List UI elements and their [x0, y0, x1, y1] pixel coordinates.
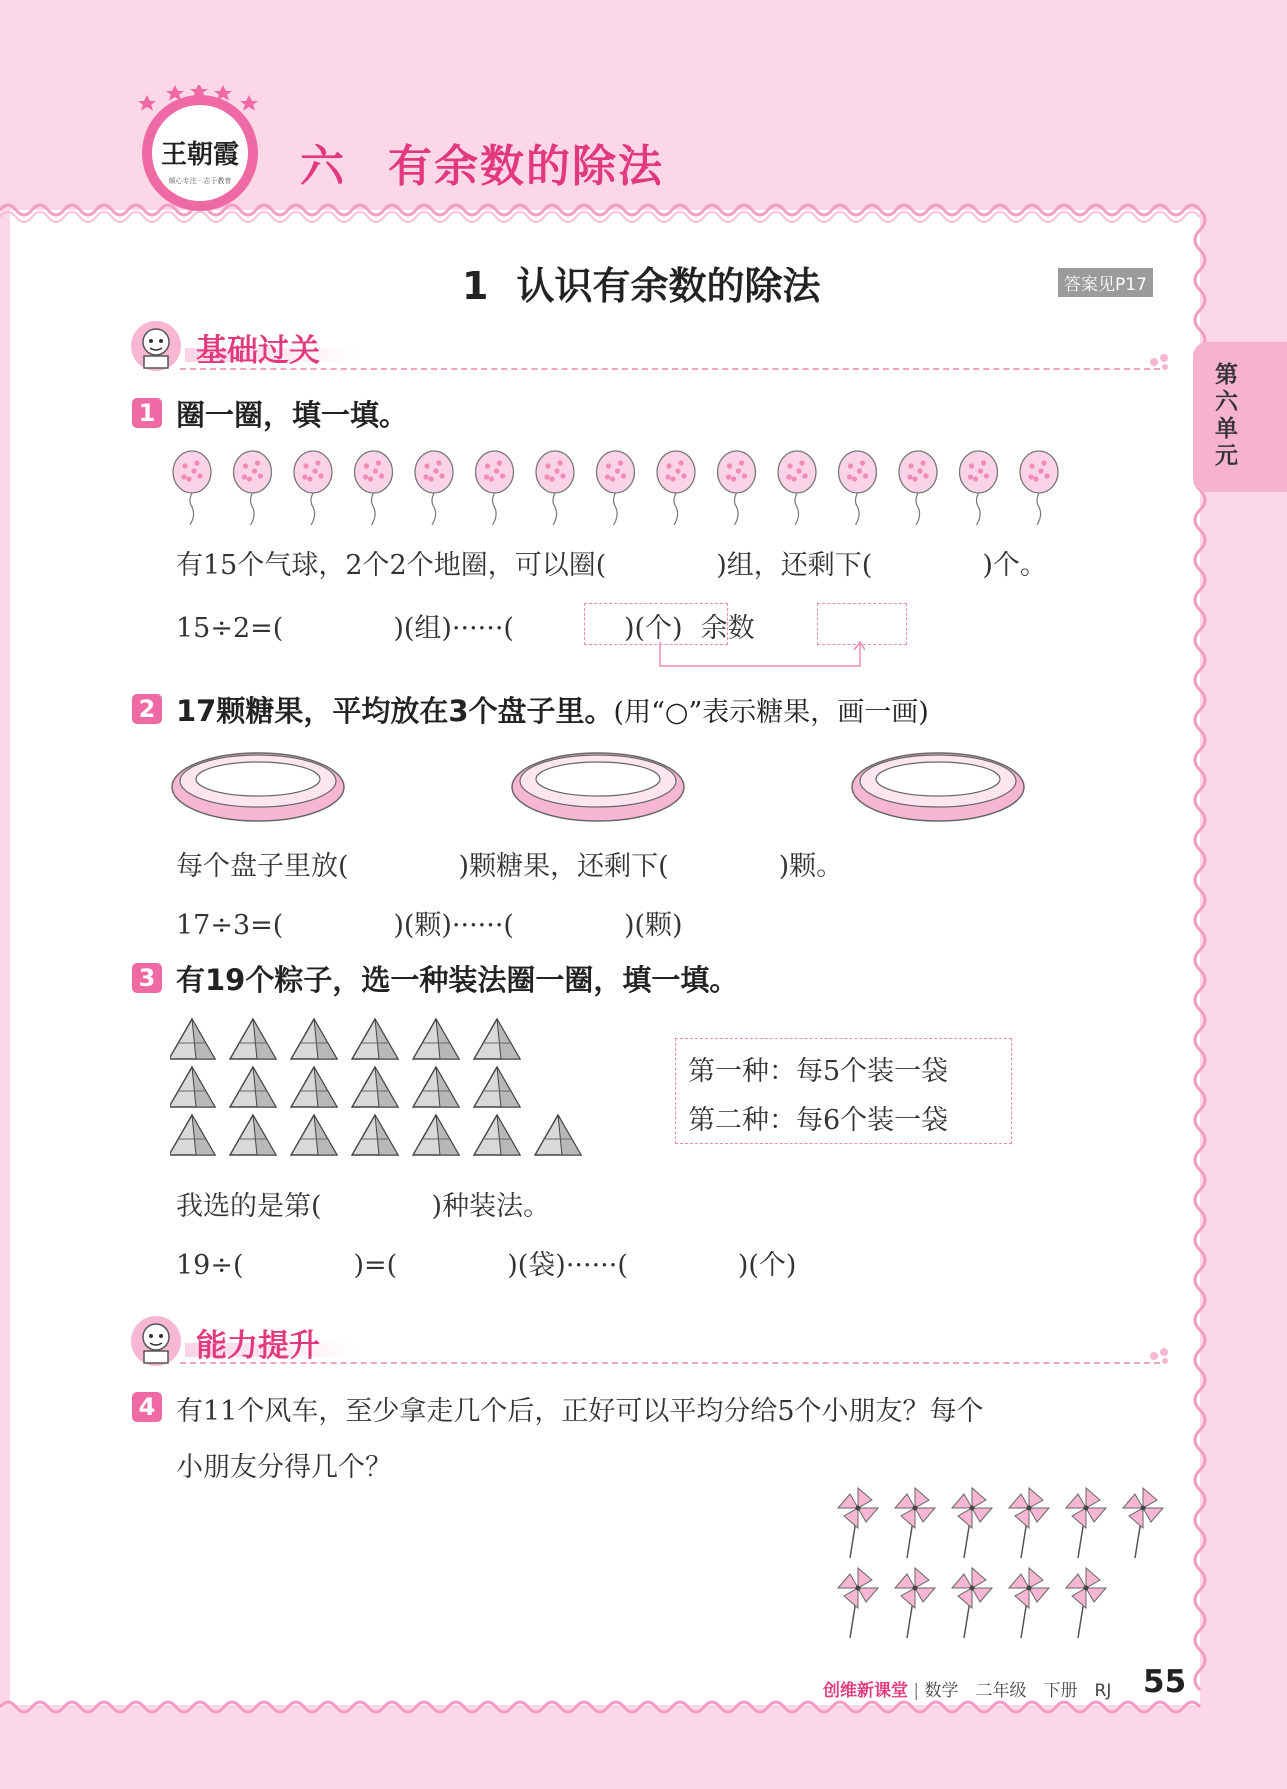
q2-equation-c: )(颗) [623, 910, 683, 941]
balloon [355, 451, 393, 525]
q3-sentence-b: )种装法。 [431, 1191, 551, 1222]
unit-tab-label: 第六单元 [1215, 362, 1238, 469]
q1-sentence-b: )组，还剩下( [716, 550, 873, 581]
q3-equation-a: 19÷( [176, 1250, 244, 1281]
question-2-number: 2 [132, 694, 162, 724]
answer-reference-badge: 答案见P17 [1058, 268, 1153, 297]
question-1-number: 1 [132, 398, 162, 428]
unit-tab[interactable] [1193, 342, 1287, 492]
q3-sentence [176, 1184, 550, 1223]
question-2-hint: (用“○”表示糖果，画一画) [613, 697, 929, 728]
q2-sentence-a: 每个盘子里放( [176, 851, 349, 882]
question-4-line-2: 小朋友分得几个？ [176, 1452, 392, 1483]
teacher-avatar-icon [130, 1315, 182, 1367]
pinwheel [1009, 1568, 1049, 1638]
chapter-number: 六 [300, 141, 346, 192]
q2-equation-b: )(颗)······( [393, 910, 514, 941]
q1-equation-c: )(个) [623, 613, 683, 644]
chapter-name: 有余数的除法 [388, 141, 664, 192]
teacher-avatar-icon [130, 320, 182, 372]
footer-subject: 数学 [924, 1681, 959, 1701]
balloon [536, 451, 574, 525]
pinwheel [838, 1568, 878, 1638]
pinwheel [895, 1488, 935, 1558]
zongzi [170, 1115, 215, 1155]
zongzi [291, 1019, 337, 1059]
footer-book-info: 创维新课堂 | 数学 二年级 下册 RJ [823, 1681, 1112, 1701]
balloon [173, 451, 211, 525]
balloon [899, 451, 937, 525]
lesson-title [462, 255, 820, 310]
pinwheel [1009, 1488, 1049, 1558]
q3-equation-c: )(袋)······( [507, 1250, 628, 1281]
q1-sentence-c: )个。 [982, 550, 1047, 581]
zongzi [230, 1067, 276, 1107]
footer-grade: 二年级 [975, 1681, 1027, 1701]
lesson-number: 1 [462, 264, 489, 308]
pinwheel [1123, 1488, 1163, 1558]
balloon [718, 451, 756, 525]
logo-text: 王朝霞 [160, 140, 240, 170]
zongzi [413, 1019, 459, 1059]
packing-option-2: 第二种：每6个装一袋 [688, 1105, 949, 1136]
zongzi [170, 1067, 215, 1107]
zongzi [291, 1067, 337, 1107]
q1-sentence-a: 有15个气球，2个2个地圈，可以圈( [176, 550, 607, 581]
question-3-number: 3 [132, 963, 162, 993]
question-4-number: 4 [132, 1392, 162, 1422]
balloon [476, 451, 514, 525]
balloon [597, 451, 635, 525]
q3-equation [176, 1243, 796, 1282]
q1-equation-a: 15÷2=( [176, 613, 284, 644]
question-1-prompt: 圈一圈，填一填。 [176, 398, 409, 432]
pinwheel-group [830, 1478, 1170, 1648]
plate [852, 753, 1024, 821]
section-divider [180, 368, 1160, 370]
zongzi [230, 1115, 276, 1155]
q2-sentence-b: )颗糖果，还剩下( [458, 851, 669, 882]
balloon [234, 451, 272, 525]
packing-option-1: 第一种：每5个装一袋 [688, 1056, 949, 1087]
plate-group [170, 745, 1040, 825]
footer-volume: 下册 [1043, 1681, 1078, 1701]
zongzi [474, 1019, 520, 1059]
q1-equation [176, 606, 755, 645]
zongzi [170, 1019, 215, 1059]
zongzi [474, 1067, 520, 1107]
pinwheel [1066, 1488, 1106, 1558]
section-divider [180, 1362, 1160, 1364]
balloon [778, 451, 816, 525]
zongzi [474, 1115, 520, 1155]
balloon [415, 451, 453, 525]
pinwheel [1066, 1568, 1106, 1638]
lesson-name: 认识有余数的除法 [516, 264, 821, 308]
zongzi [352, 1115, 398, 1155]
balloon [657, 451, 695, 525]
balloon [839, 451, 877, 525]
balloon-group [170, 450, 1070, 530]
q3-equation-d: )(个) [737, 1250, 797, 1281]
zongzi [352, 1067, 398, 1107]
pinwheel [895, 1568, 935, 1638]
question-3-prompt: 有19个粽子，选一种装法圈一圈，填一填。 [176, 963, 739, 997]
q2-sentence [176, 844, 843, 883]
zongzi [291, 1115, 337, 1155]
balloon [960, 451, 998, 525]
footer-brand: 创维新课堂 [823, 1681, 908, 1701]
zongzi [230, 1019, 276, 1059]
pinwheel [838, 1488, 878, 1558]
zongzi [413, 1067, 459, 1107]
question-2-prompt: 17颗糖果，平均放在3个盘子里。 [176, 694, 614, 728]
section-advanced-title: 能力提升 [196, 1328, 320, 1364]
chapter-title [300, 130, 664, 194]
q2-sentence-c: )颗。 [778, 851, 844, 882]
q2-equation [176, 903, 683, 942]
balloon [294, 451, 332, 525]
remainder-label-box [817, 603, 907, 645]
packing-options-box [675, 1038, 1012, 1144]
question-2-text [176, 689, 929, 730]
balloon [1020, 451, 1058, 525]
zongzi [413, 1115, 459, 1155]
brand-logo [135, 85, 265, 215]
pinwheel [952, 1568, 992, 1638]
pinwheel [952, 1488, 992, 1558]
logo-motto: 倾心专注 · 志于教育 [168, 177, 232, 185]
zongzi [535, 1115, 581, 1155]
question-4-line-1: 有11个风车，至少拿走几个后，正好可以平均分给5个小朋友？每个 [176, 1396, 984, 1427]
remainder-label: 余数 [700, 613, 755, 644]
zongzi [352, 1019, 398, 1059]
q2-equation-a: 17÷3=( [176, 910, 284, 941]
dots-decoration-icon [1148, 352, 1172, 372]
plate [172, 753, 344, 821]
footer-edition: RJ [1094, 1681, 1112, 1701]
q3-sentence-a: 我选的是第( [176, 1191, 322, 1222]
q1-equation-b: )(组)······( [393, 613, 514, 644]
section-basic-title: 基础过关 [196, 333, 320, 369]
plate [512, 753, 684, 821]
page-number: 55 [1143, 1664, 1187, 1700]
dots-decoration-icon [1148, 1346, 1172, 1366]
q3-equation-b: )=( [353, 1250, 398, 1281]
q1-sentence [176, 543, 1047, 582]
zongzi-group [170, 1015, 610, 1165]
